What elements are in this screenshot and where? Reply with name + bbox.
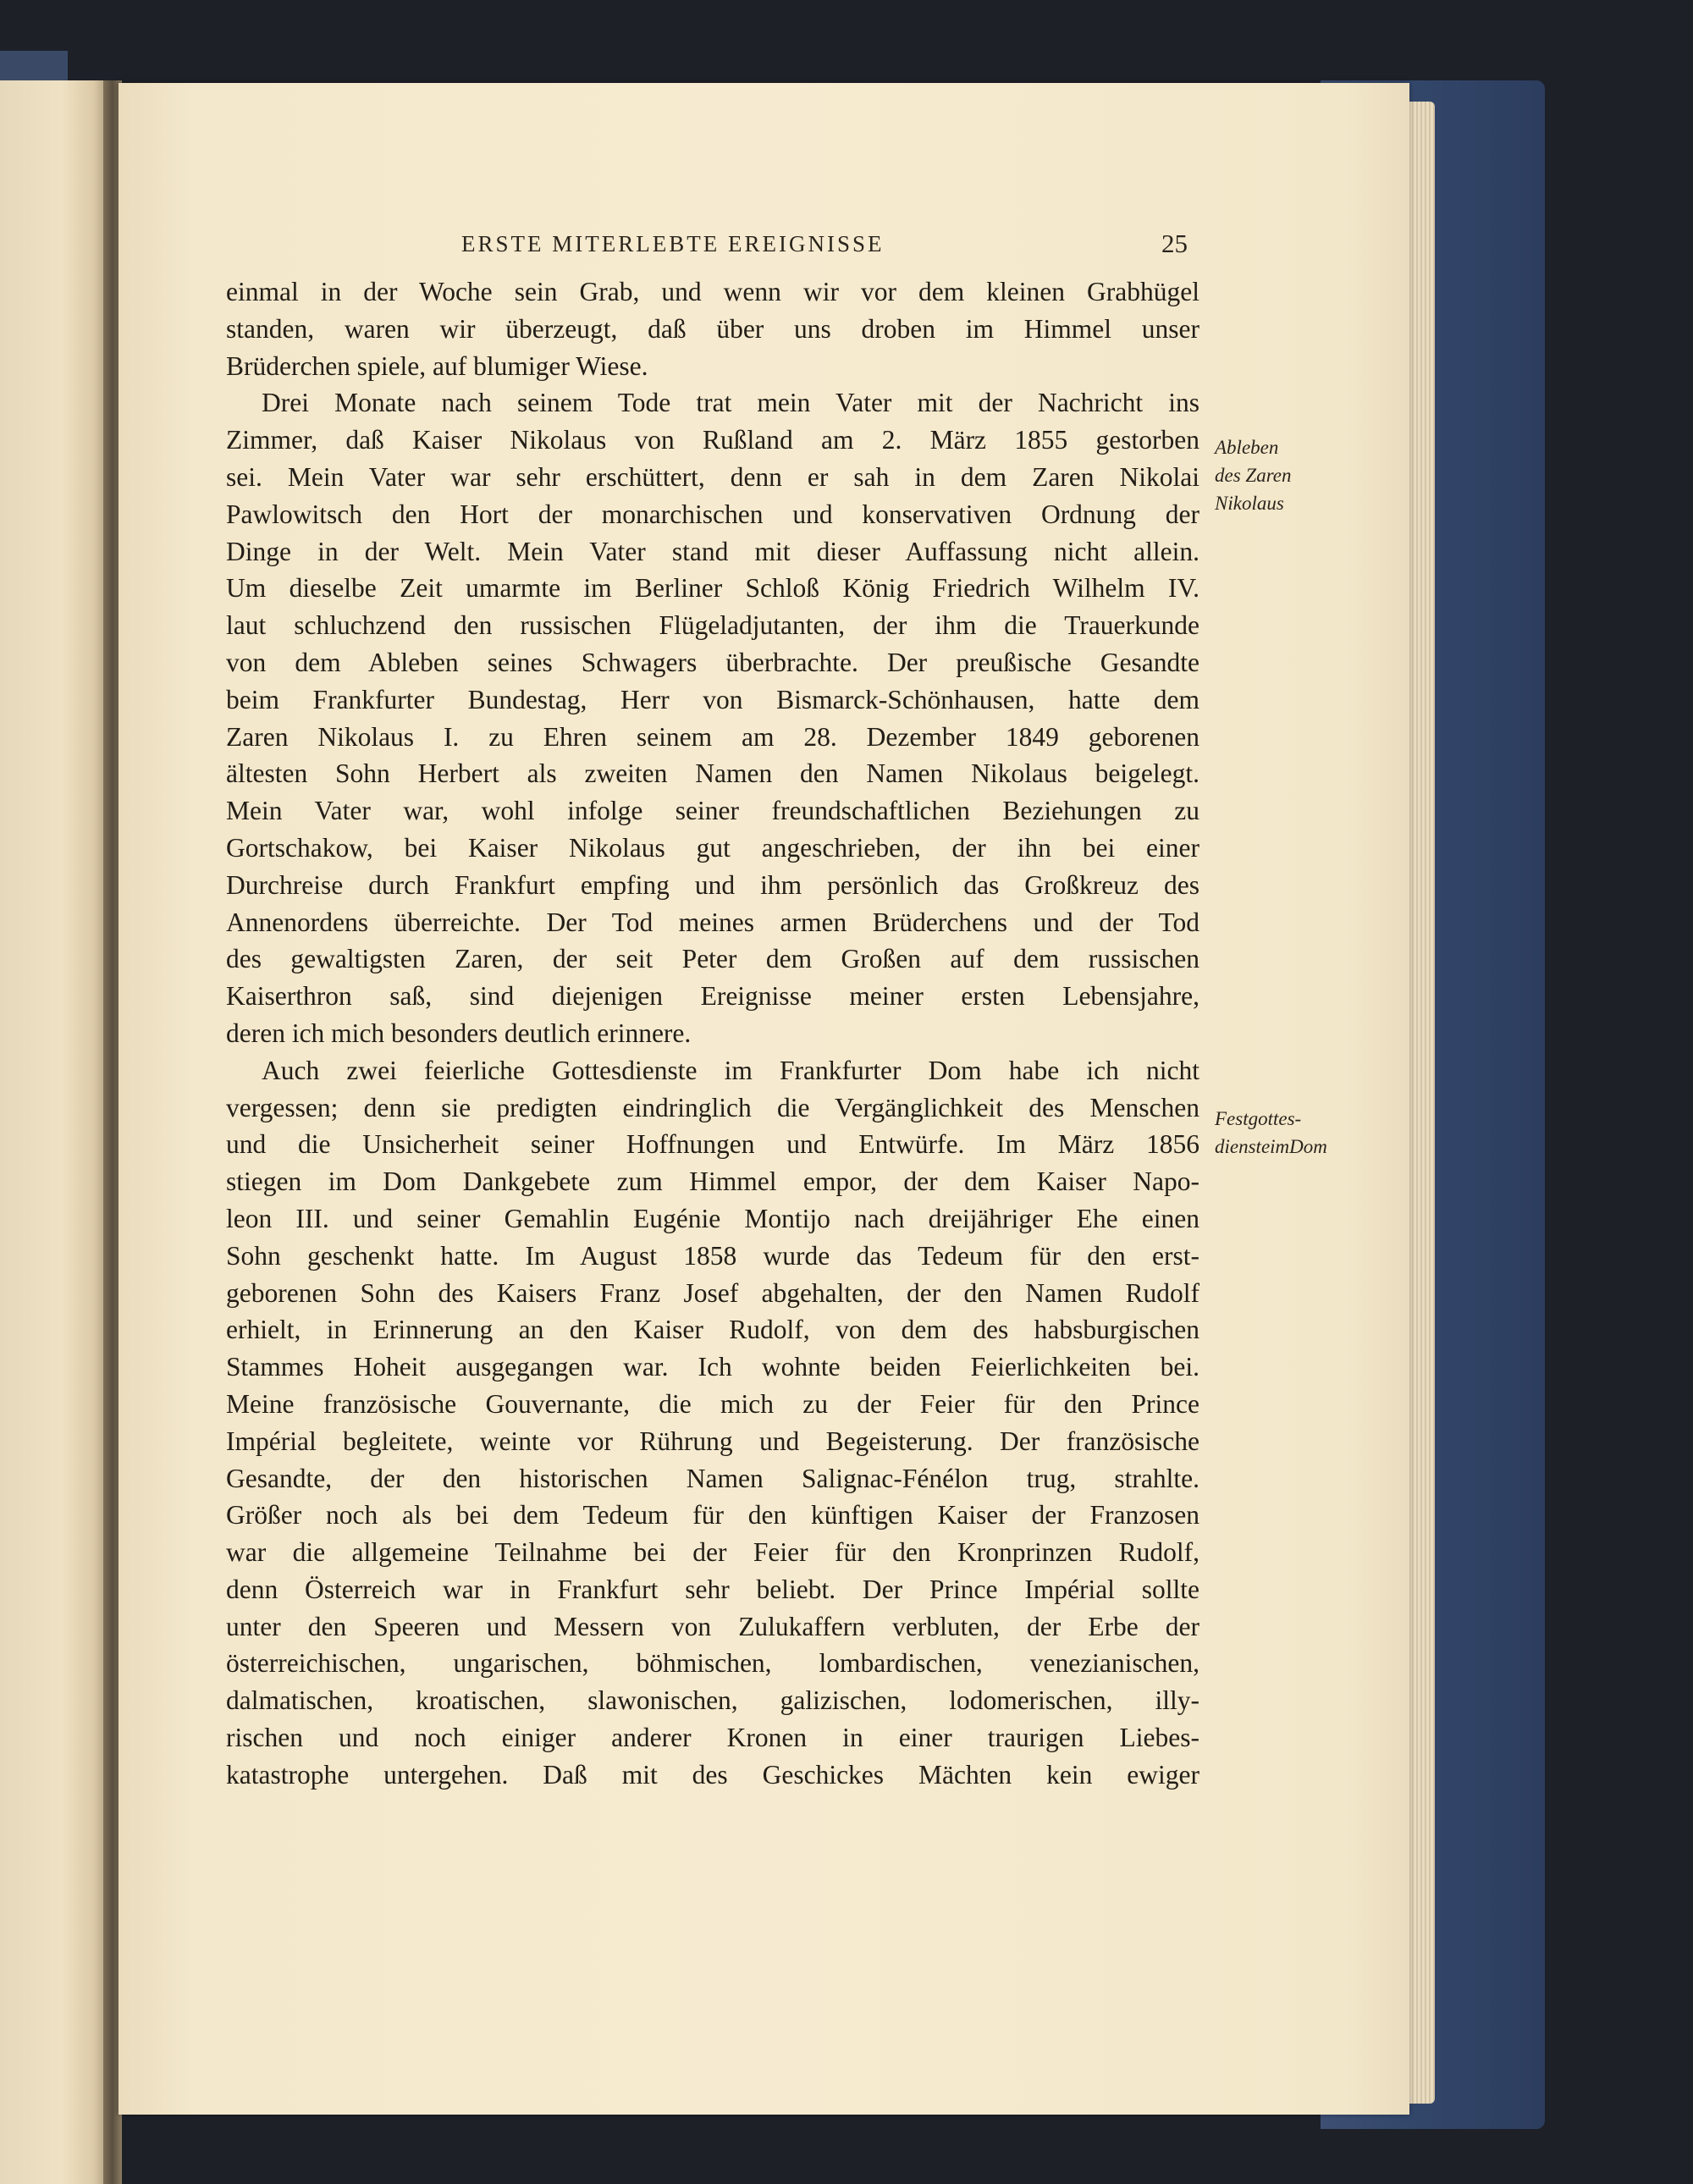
text-line: Durchreise durch Frankfurt empfing und ihm persönlich das Großkreuz des <box>226 869 1199 900</box>
text-line: sei. Mein Vater war sehr erschüttert, denn er sah in dem Zaren Nikolai <box>226 461 1199 492</box>
text-line: Größer noch als bei dem Tedeum für den künftigen Kaiser der Franzosen <box>226 1500 1199 1530</box>
text-line: Pawlowitsch den Hort der monarchischen und konservativen Ordnung der <box>226 499 1199 529</box>
text-line: österreichischen, ungarischen, böhmischen, lombardischen, venezianischen, <box>226 1648 1199 1679</box>
text-line: Kaiserthron saß, sind diejenigen Ereignisse meiner ersten Lebensjahre, <box>226 981 1199 1012</box>
text-line: und die Unsicherheit seiner Hoffnungen und Entwürfe. Im März 1856 <box>226 1129 1199 1160</box>
margin-note-tsar-death <box>1215 433 1292 517</box>
text-line: Um dieselbe Zeit umarmte im Berliner Schloß König Friedrich Wilhelm IV. <box>226 573 1199 604</box>
text-line: geborenen Sohn des Kaisers Franz Josef abgehalten, der den Namen Rudolf <box>226 1277 1199 1308</box>
body-text <box>226 273 1199 1794</box>
page-number: 25 <box>1161 229 1188 258</box>
margin-note-line: des Zaren <box>1215 465 1292 486</box>
text-line: ältesten Sohn Herbert als zweiten Namen den Namen Nikolaus beigelegt. <box>226 758 1199 789</box>
text-line: Dinge in der Welt. Mein Vater stand mit dieser Auffassung nicht allein. <box>226 536 1199 566</box>
margin-note-line: Nikolaus <box>1215 493 1284 514</box>
text-line: von dem Ableben seines Schwagers überbrachte. Der preußische Gesandte <box>226 647 1199 677</box>
text-line: Impérial begleitete, weinte vor Rührung und Begeisterung. Der französische <box>226 1426 1199 1456</box>
running-head: ERSTE MITERLEBTE EREIGNISSE <box>461 231 885 256</box>
text-line: Stammes Hoheit ausgegangen war. Ich wohnte beiden Feierlichkeiten bei. <box>226 1352 1199 1382</box>
text-line: leon III. und seiner Gemahlin Eugénie Montijo nach dreijähriger Ehe einen <box>226 1203 1199 1233</box>
text-line: Brüderchen spiele, auf blumiger Wiese. <box>226 350 648 381</box>
margin-note-line: Ableben <box>1215 437 1279 458</box>
text-line: Zimmer, daß Kaiser Nikolaus von Rußland am 2. März 1855 gestorben <box>226 425 1199 455</box>
text-line: Drei Monate nach seinem Tode trat mein Vater mit der Nachricht ins <box>262 388 1199 418</box>
text-line: Auch zwei feierliche Gottesdienste im Frankfurter Dom habe ich nicht <box>262 1055 1199 1085</box>
text-line: standen, waren wir überzeugt, daß über uns droben im Himmel unser <box>226 313 1199 344</box>
text-line: rischen und noch einiger anderer Kronen in einer traurigen Liebes- <box>226 1723 1199 1753</box>
margin-note-line: diensteimDom <box>1215 1136 1327 1157</box>
text-line: Gesandte, der den historischen Namen Salignac-Fénélon trug, strahlte. <box>226 1463 1199 1493</box>
text-line: laut schluchzend den russischen Flügeladjutanten, der ihm die Trauerkunde <box>226 610 1199 641</box>
margin-note-cathedral-services <box>1215 1105 1327 1161</box>
text-line: Annenordens überreichte. Der Tod meines armen Brüderchens und der Tod <box>226 907 1199 937</box>
text-line: Sohn geschenkt hatte. Im August 1858 wurde das Tedeum für den erst- <box>226 1240 1199 1271</box>
text-line: des gewaltigsten Zaren, der seit Peter dem Großen auf dem russischen <box>226 944 1199 974</box>
text-line: unter den Speeren und Messern von Zulukaffern verbluten, der Erbe der <box>226 1611 1199 1641</box>
text-line: erhielt, in Erinnerung an den Kaiser Rudolf, von dem des habsburgischen <box>226 1315 1199 1345</box>
margin-note-line: Festgottes- <box>1215 1108 1302 1129</box>
text-line: war die allgemeine Teilnahme bei der Feier für den Kronprinzen Rudolf, <box>226 1537 1199 1568</box>
text-line: deren ich mich besonders deutlich erinnere. <box>226 1018 692 1048</box>
text-line: katastrophe untergehen. Daß mit des Geschickes Mächten kein ewiger <box>226 1759 1199 1790</box>
left-page-sliver <box>0 80 110 2184</box>
text-line: denn Österreich war in Frankfurt sehr beliebt. Der Prince Impérial sollte <box>226 1574 1199 1604</box>
text-line: einmal in der Woche sein Grab, und wenn wir vor dem kleinen Grabhügel <box>226 277 1199 306</box>
text-line: Mein Vater war, wohl infolge seiner freundschaftlichen Beziehungen zu <box>226 796 1199 826</box>
text-line: Gortschakow, bei Kaiser Nikolaus gut angeschrieben, der ihn bei einer <box>226 832 1199 863</box>
text-line: beim Frankfurter Bundestag, Herr von Bismarck-Schönhausen, hatte dem <box>226 684 1199 714</box>
text-line: Zaren Nikolaus I. zu Ehren seinem am 28. Dezember 1849 geborenen <box>226 721 1199 752</box>
text-line: stiegen im Dom Dankgebete zum Himmel empor, der dem Kaiser Napo- <box>226 1166 1199 1197</box>
text-line: Meine französische Gouvernante, die mich zu der Feier für den Prince <box>226 1388 1199 1419</box>
text-line: vergessen; denn sie predigten eindringlich die Vergänglichkeit des Menschen <box>226 1092 1199 1122</box>
text-line: dalmatischen, kroatischen, slawonischen, galizischen, lodomerischen, illy- <box>226 1685 1199 1716</box>
